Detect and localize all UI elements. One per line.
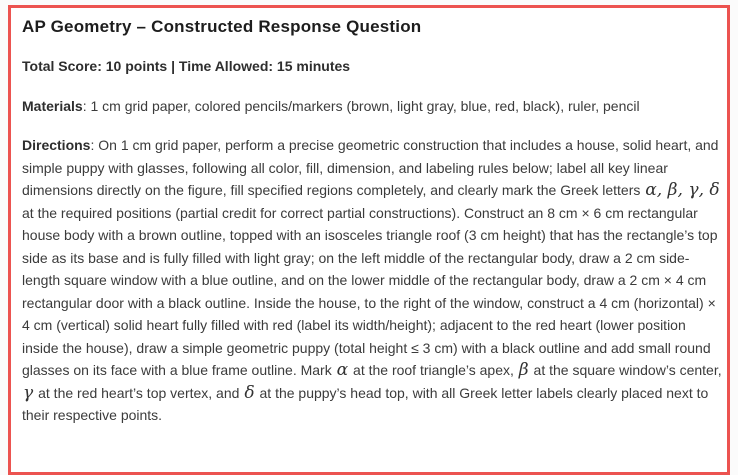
body-text: at the puppy’s head top, with all Greek letter labels clearly placed next to their respective points. — [22, 384, 709, 423]
body-text: at the square window’s center, — [529, 362, 722, 378]
materials-paragraph — [22, 95, 726, 118]
body-text: at the roof triangle’s apex, — [349, 362, 518, 378]
greek-letters: γ — [23, 382, 34, 403]
section-label: Directions — [22, 137, 91, 153]
greek-letters: α, β, γ, δ — [645, 180, 720, 200]
score-time-line: Total Score: 10 points | Time Allowed: 15 minutes — [22, 58, 351, 74]
greek-letters: β — [518, 360, 529, 380]
question-card — [8, 5, 730, 475]
body-text: : 1 cm grid paper, colored pencils/markers (brown, light gray, blue, red, black), ruler, pencil — [82, 97, 640, 114]
page-title: AP Geometry – Constructed Response Question — [22, 17, 422, 36]
section-label: Materials — [22, 97, 83, 114]
body-text: at the red heart’s top vertex, and — [34, 384, 244, 401]
greek-letters: α — [336, 360, 349, 380]
greek-letters: δ — [244, 382, 255, 403]
body-text: at the required positions (partial credit for correct partial constructions). Construct an 8 cm × 6 cm rectangular house body with a brown outline, topped with an isosceles triangle roof (3 cm height) that has the rectangle’s top side as its base and is fully filled with light gray; on the left middle of the rectangular body, draw a 2 cm side-length square window with a blue outline, and on the lower middle of the rectangular body, draw a 2 cm × 4 cm rectangular door with a black outline. Inside the house, to the right of the window, construct a 4 cm (horizontal) × 4 cm (vertical) solid heart fully filled with red (label its width/height); adjacent to the red heart (lower position inside the house), draw a simple geometric puppy (total height ≤ 3 cm) with a black outline and add small round glasses on its face with a blue frame outline. Mark — [22, 204, 718, 378]
directions-paragraph — [22, 134, 726, 427]
body-text: : On 1 cm grid paper, perform a precise geometric construction that includes a house, solid heart, and simple puppy with glasses, following all color, fill, dimension, and labeling rules below; label all key linear dimensions directly on the figure, fill specified regions completely, and clearly mark the Greek letters — [22, 137, 719, 198]
